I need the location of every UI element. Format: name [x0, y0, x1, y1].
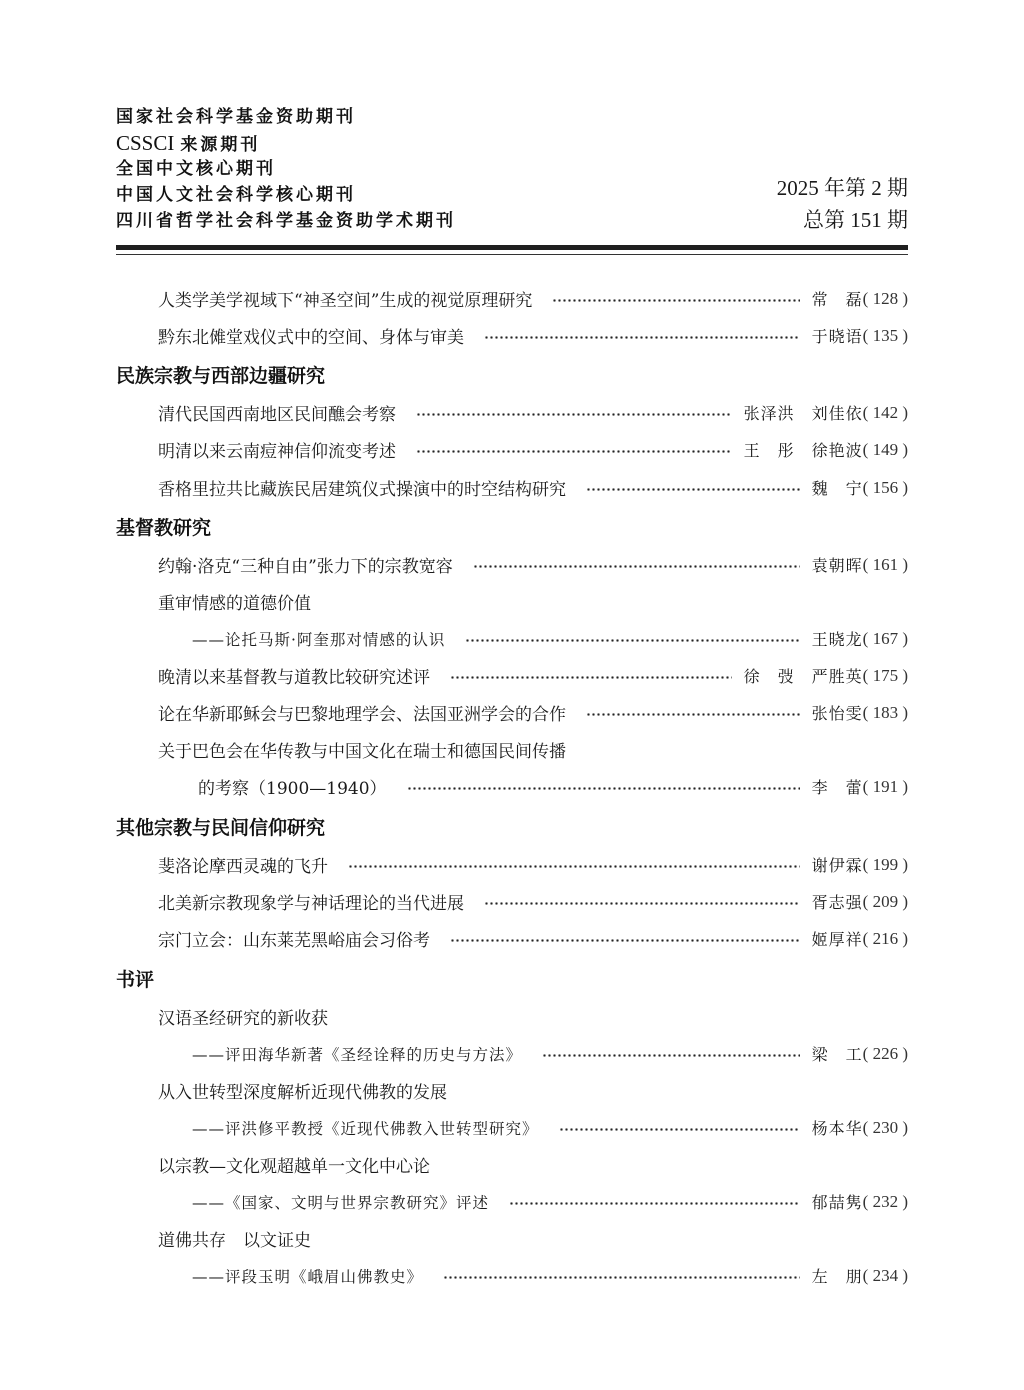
page-number[interactable]: ( 199 )	[862, 854, 908, 874]
header-rule-thick	[116, 245, 908, 250]
toc-entry[interactable]	[116, 657, 908, 694]
dot-leader	[559, 1128, 800, 1131]
toc-entry[interactable]	[116, 280, 908, 317]
toc-entry[interactable]	[116, 394, 908, 431]
section-title: 书评	[116, 969, 155, 991]
header-rule-thin	[116, 254, 908, 255]
article-title[interactable]: 晚清以来基督教与道教比较研究述评	[158, 668, 430, 688]
toc-entry[interactable]	[116, 1035, 908, 1072]
article-subtitle[interactable]: ——评田海华新著《圣经诠释的历史与方法》	[192, 1045, 523, 1064]
toc-entry[interactable]	[116, 920, 908, 957]
toc-section-heading	[116, 960, 908, 997]
page-number[interactable]: ( 234 )	[862, 1265, 908, 1285]
dot-leader	[484, 336, 800, 339]
article-subtitle[interactable]: ——《国家、文明与世界宗教研究》评述	[192, 1193, 490, 1212]
dot-leader	[450, 676, 732, 679]
issue-number: 2025 年第 2 期	[776, 176, 908, 200]
toc-entry[interactable]	[116, 546, 908, 583]
dot-leader	[407, 787, 800, 790]
page-number[interactable]: ( 209 )	[862, 891, 908, 911]
article-subtitle[interactable]: ——评洪修平教授《近现代佛教入世转型研究》	[192, 1119, 539, 1138]
badge-cssci: CSSCI 来源期刊	[116, 131, 261, 155]
page-number[interactable]: ( 232 )	[862, 1191, 908, 1211]
page-number[interactable]: ( 216 )	[862, 928, 908, 948]
toc-entry[interactable]	[116, 1109, 908, 1146]
article-title[interactable]: 汉语圣经研究的新收获	[158, 1009, 328, 1029]
toc-entry[interactable]	[116, 1072, 908, 1109]
page-number[interactable]: ( 183 )	[862, 702, 908, 722]
dot-leader	[443, 1276, 800, 1279]
article-title[interactable]: 重审情感的道德价值	[158, 594, 311, 614]
article-title[interactable]: 论在华新耶稣会与巴黎地理学会、法国亚洲学会的合作	[158, 705, 566, 725]
dot-leader	[509, 1202, 800, 1205]
section-title: 基督教研究	[116, 517, 212, 539]
article-title[interactable]: 约翰·洛克“三种自由”张力下的宗教宽容	[158, 557, 453, 577]
article-title[interactable]: 斐洛论摩西灵魂的飞升	[158, 857, 328, 877]
article-author: 姬厚祥	[811, 930, 863, 949]
toc-entry[interactable]	[116, 1183, 908, 1220]
article-author: 徐 弢 严胜英	[743, 667, 863, 686]
dot-leader	[552, 299, 799, 302]
page-number[interactable]: ( 128 )	[862, 288, 908, 308]
dot-leader	[542, 1054, 800, 1057]
article-author: 郁喆隽	[811, 1193, 863, 1212]
article-author: 胥志强	[811, 893, 863, 912]
article-author: 谢伊霖	[811, 856, 863, 875]
article-author: 左 朋	[811, 1267, 863, 1286]
badge-core-chinese: 全国中文核心期刊	[116, 159, 276, 179]
article-subtitle[interactable]: 的考察（1900—1940）	[198, 779, 387, 799]
dot-leader	[348, 865, 800, 868]
dot-leader	[586, 488, 800, 491]
article-title[interactable]: 人类学美学视域下“神圣空间”生成的视觉原理研究	[158, 291, 533, 311]
article-title[interactable]: 北美新宗教现象学与神话理论的当代进展	[158, 894, 464, 914]
issue-info	[777, 172, 908, 236]
dot-leader	[473, 565, 800, 568]
total-issue-number: 总第 151 期	[803, 208, 908, 232]
dot-leader	[484, 902, 800, 905]
dot-leader	[416, 413, 732, 416]
article-title[interactable]: 清代民国西南地区民间醮会考察	[158, 405, 396, 425]
article-author: 李 蕾	[811, 778, 863, 797]
article-author: 张怡雯	[811, 704, 863, 723]
article-title[interactable]: 黔东北傩堂戏仪式中的空间、身体与审美	[158, 328, 464, 348]
page-number[interactable]: ( 191 )	[862, 776, 908, 796]
article-author: 袁朝晖	[811, 556, 863, 575]
toc-entry[interactable]	[116, 731, 908, 768]
article-title[interactable]: 香格里拉共比藏族民居建筑仪式操演中的时空结构研究	[158, 480, 566, 500]
badge-humanities-core: 中国人文社会科学核心期刊	[116, 185, 356, 205]
toc-entry[interactable]	[116, 768, 908, 805]
toc-entry[interactable]	[116, 883, 908, 920]
page-number[interactable]: ( 167 )	[862, 628, 908, 648]
article-author: 杨本华	[811, 1119, 863, 1138]
dot-leader	[416, 450, 732, 453]
toc-entry[interactable]	[116, 1257, 908, 1294]
page-number[interactable]: ( 142 )	[862, 402, 908, 422]
article-author: 王 彤 徐艳波	[743, 441, 863, 460]
indexing-badges	[116, 104, 456, 234]
article-author: 常 磊	[811, 290, 863, 309]
article-title[interactable]: 宗门立会：山东莱芜黑峪庙会习俗考	[158, 931, 430, 951]
dot-leader	[465, 639, 799, 642]
toc-section-heading	[116, 356, 908, 393]
article-title[interactable]: 从入世转型深度解析近现代佛教的发展	[158, 1083, 447, 1103]
toc-entry[interactable]	[116, 1146, 908, 1183]
dot-leader	[450, 939, 800, 942]
article-author: 梁 工	[811, 1045, 863, 1064]
page-number[interactable]: ( 135 )	[862, 325, 908, 345]
badge-nssf: 国家社会科学基金资助期刊	[116, 107, 356, 127]
toc-entry[interactable]	[116, 317, 908, 354]
page-number[interactable]: ( 161 )	[862, 554, 908, 574]
toc-entry[interactable]	[116, 583, 908, 620]
article-author: 张泽洪 刘佳依	[743, 404, 863, 423]
article-subtitle[interactable]: ——论托马斯·阿奎那对情感的认识	[192, 630, 446, 649]
page-number[interactable]: ( 226 )	[862, 1043, 908, 1063]
dot-leader	[586, 713, 800, 716]
page-number[interactable]: ( 175 )	[862, 665, 908, 685]
article-author: 于晓语	[811, 327, 863, 346]
section-title: 其他宗教与民间信仰研究	[116, 817, 326, 839]
article-title[interactable]: 明清以来云南痘神信仰流变考述	[158, 442, 396, 462]
toc-entry[interactable]	[116, 846, 908, 883]
toc-section-heading	[116, 808, 908, 845]
toc-entry[interactable]	[116, 1220, 908, 1257]
toc-entry[interactable]	[116, 431, 908, 468]
article-title[interactable]: 关于巴色会在华传教与中国文化在瑞士和德国民间传播	[158, 742, 566, 762]
section-title: 民族宗教与西部边疆研究	[116, 365, 326, 387]
toc-entry[interactable]	[116, 620, 908, 657]
page-number[interactable]: ( 230 )	[862, 1117, 908, 1137]
article-author: 王晓龙	[811, 630, 863, 649]
article-subtitle[interactable]: ——评段玉明《峨眉山佛教史》	[192, 1267, 424, 1286]
article-title[interactable]: 道佛共存 以文证史	[158, 1231, 311, 1251]
article-title[interactable]: 以宗教—文化观超越单一文化中心论	[158, 1157, 430, 1177]
article-author: 魏 宁	[811, 479, 863, 498]
journal-header	[116, 104, 908, 234]
toc-entry[interactable]	[116, 694, 908, 731]
toc-entry[interactable]	[116, 998, 908, 1035]
badge-sichuan-fund: 四川省哲学社会科学基金资助学术期刊	[116, 211, 456, 231]
toc-entry[interactable]	[116, 469, 908, 506]
page-number[interactable]: ( 156 )	[862, 477, 908, 497]
toc-section-heading	[116, 508, 908, 545]
page-number[interactable]: ( 149 )	[862, 439, 908, 459]
